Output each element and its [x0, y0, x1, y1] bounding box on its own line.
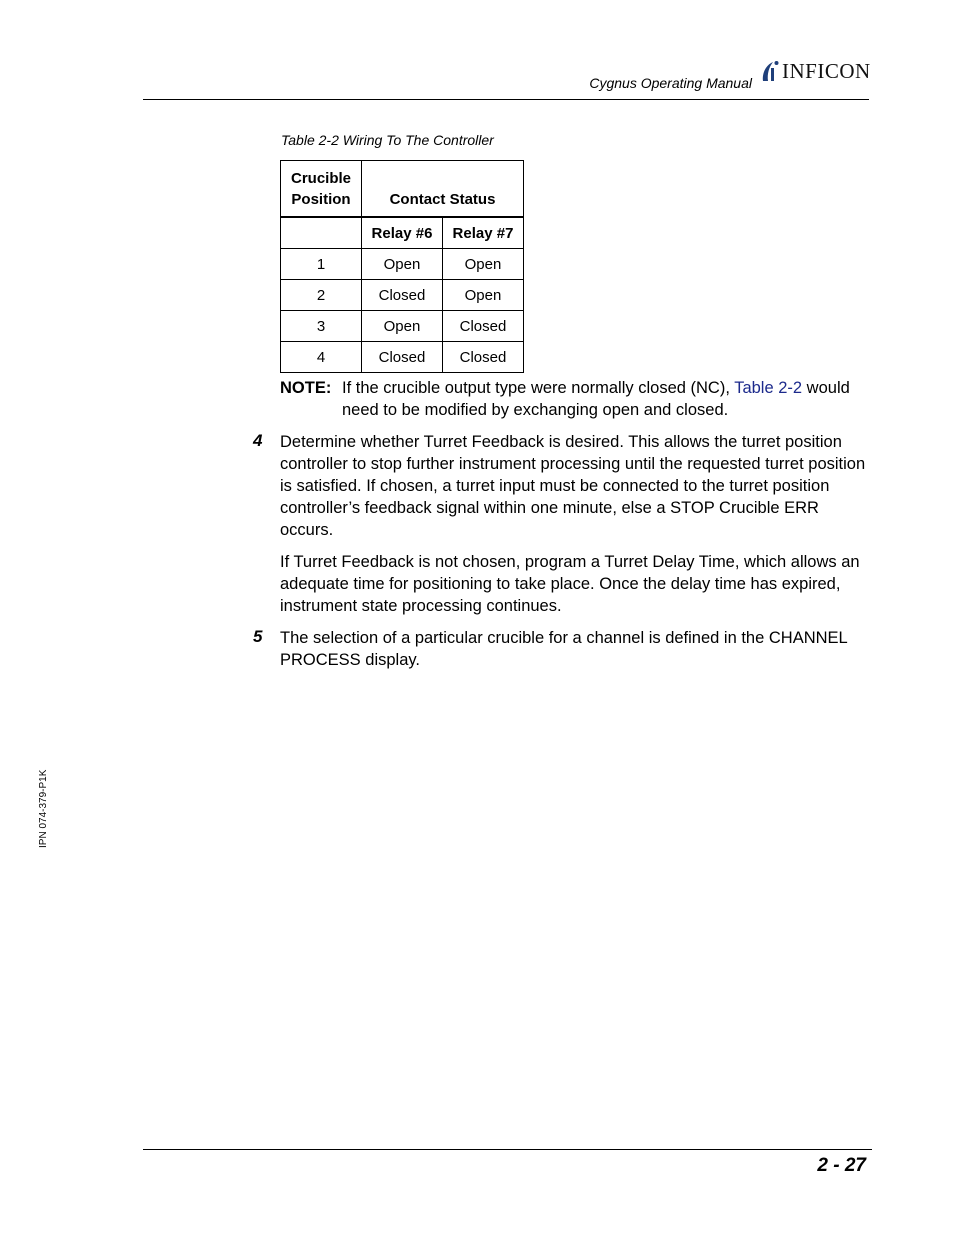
table-header-row — [281, 161, 524, 218]
header-crucible-position: Crucible Position — [281, 161, 362, 218]
step-number: 4 — [253, 431, 263, 450]
table-cell: Open — [443, 280, 524, 311]
page-number: 2 - 27 — [817, 1155, 866, 1176]
table-cell: 4 — [281, 342, 362, 373]
table-caption: Table 2-2 Wiring To The Controller — [281, 132, 494, 148]
table-cell: 3 — [281, 311, 362, 342]
table-cell: Closed — [443, 342, 524, 373]
note-text: If the crucible output type were normally closed (NC), Table 2-2 would need to be modified by exchanging open and closed. — [342, 379, 850, 419]
header-contact-status: Contact Status — [362, 161, 524, 218]
table-row — [281, 249, 524, 280]
inficon-logo — [760, 58, 871, 84]
step-paragraph: Determine whether Turret Feedback is desired. This allows the turret position controller to stop further instrument processing until the requested turret position is satisfied. If chosen, a turret input must be connected to the turret position controller’s feedback signal within one minute, else a STOP Crucible ERR occurs. — [280, 433, 866, 539]
subheader-cell — [281, 217, 362, 249]
step-number: 5 — [253, 627, 263, 646]
subheader-relay-6: Relay #6 — [362, 217, 443, 249]
table-row — [281, 342, 524, 373]
header-rule — [143, 99, 869, 100]
table-cell: 1 — [281, 249, 362, 280]
footer-rule — [143, 1149, 872, 1150]
wiring-table — [280, 160, 524, 373]
table-cell: 2 — [281, 280, 362, 311]
table-cell: Closed — [362, 280, 443, 311]
manual-title: Cygnus Operating Manual — [589, 75, 752, 91]
logo-text: INFICON — [782, 58, 871, 83]
table-row — [281, 311, 524, 342]
step-paragraph: If Turret Feedback is not chosen, program a Turret Delay Time, which allows an adequate time for positioning to take place. Once the delay time has expired, instrument state processing continues. — [280, 553, 860, 615]
table-2-2-link[interactable]: Table 2-2 — [734, 379, 803, 397]
document-part-number: IPN 074-379-P1K — [38, 769, 49, 848]
table-cell: Closed — [362, 342, 443, 373]
table-cell: Closed — [443, 311, 524, 342]
note-label: NOTE: — [280, 379, 332, 397]
table-cell: Open — [443, 249, 524, 280]
step-paragraph: The selection of a particular crucible for a channel is defined in the CHANNEL PROCESS display. — [280, 629, 848, 669]
logo-mark-icon — [760, 59, 780, 83]
table-subheader-row — [281, 217, 524, 249]
table-cell: Open — [362, 311, 443, 342]
table-row — [281, 280, 524, 311]
table-cell: Open — [362, 249, 443, 280]
subheader-relay-7: Relay #7 — [443, 217, 524, 249]
